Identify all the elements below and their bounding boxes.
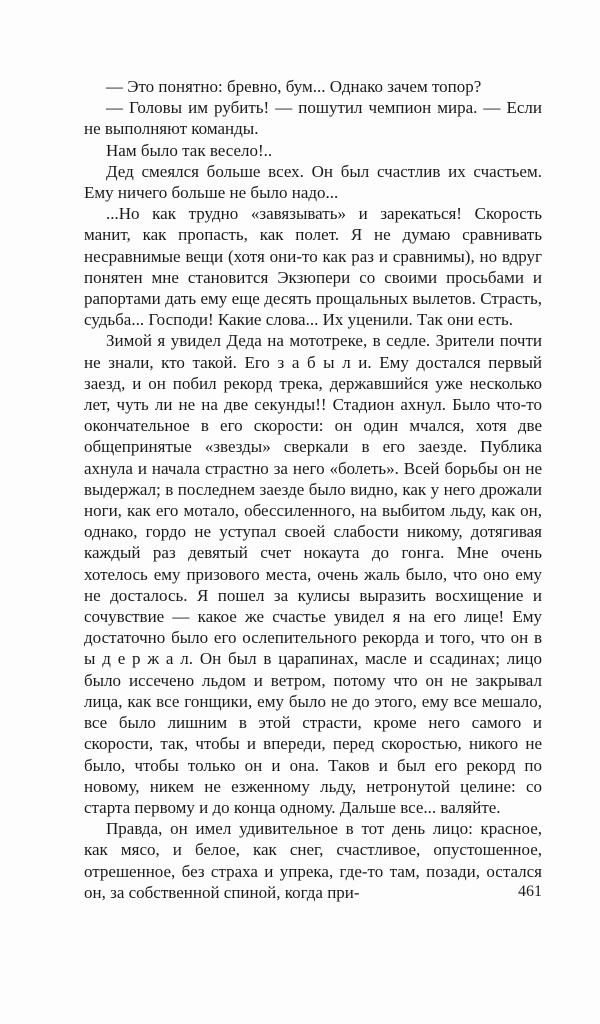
paragraph-7: Правда, он имел удивительное в тот день лицо: красное, как мясо, и белое, как снег, счастливое, опустошенное, отрешенное, без страха и упрека, где-то там, позади, остался он, за собственной спиной, когда при-	[84, 819, 542, 902]
paragraph-2: — Головы им рубить! — пошутил чемпион мира. — Если не выполняют команды.	[84, 98, 542, 139]
paragraph-4: Дед смеялся больше всех. Он был счастлив их счастьем. Ему ничего больше не было надо...	[84, 161, 542, 203]
paragraph-5: ...Но как трудно «завязывать» и зарекаться! Скорость манит, как пропасть, как полет. Я не думаю сравнивать несравнимые вещи (хотя они-то как раз и сравнимы), но вдруг понятен мне становится Экзюпери со своими просьбами и рапортами дать ему еще десять прощальных вылетов. Страсть, судьба... Господи! Какие слова... Их уценили. Так они есть.	[84, 204, 542, 330]
paragraph-6: Зимой я увидел Деда на мототреке, в седле. Зрители почти не знали, кто такой. Его з а б ы л и. Ему достался первый заезд, и он побил рекорд трека, державшийся уже несколько лет, чуть ли не на две секунды!! Стадион ахнул. Было что-то окончательное в его скорости: он один мчался, хотя две общепринятые «звезды» сверкали в его заезде. Публика ахнула и начала страстно за него «болеть». Всей борьбы он не выдержал; в последнем заезде было видно, как у него дрожали ноги, как его мотало, обессиленного, на выбитом льду, как он, однако, гордо не уступал своей слабости никому, дотягивая каждый раз девятый счет нокаута до гонга. Мне очень хотелось ему призового места, очень жаль было, что оно ему не досталось. Я пошел за кулисы выразить восхищение и сочувствие — какое же счастье увидел я на его лице! Ему достаточно было его ослепительного рекорда и того, что он в ы д е р ж а л. Он был в царапинах, масле и ссадинах; лицо было иссечено льдом и ветром, потому что он не закрывал лица, как все гонщики, ему было не до этого, ему все мешало, все было лишним в этой страсти, кроме него самого и скорости, так, чтобы и впереди, перед скоростью, никого не было, чтобы только он и она. Таков и был его рекорд по новому, никем не езженному льду, нетронутой целине: со старта первому и до конца одному. Дальше все... валяйте.	[84, 331, 542, 817]
page-number: 461	[518, 883, 542, 900]
paragraph-3: Нам было так весело!..	[106, 140, 273, 160]
body-text	[84, 76, 542, 903]
paragraph-1: — Это понятно: бревно, бум... Однако зачем топор?	[106, 77, 482, 96]
